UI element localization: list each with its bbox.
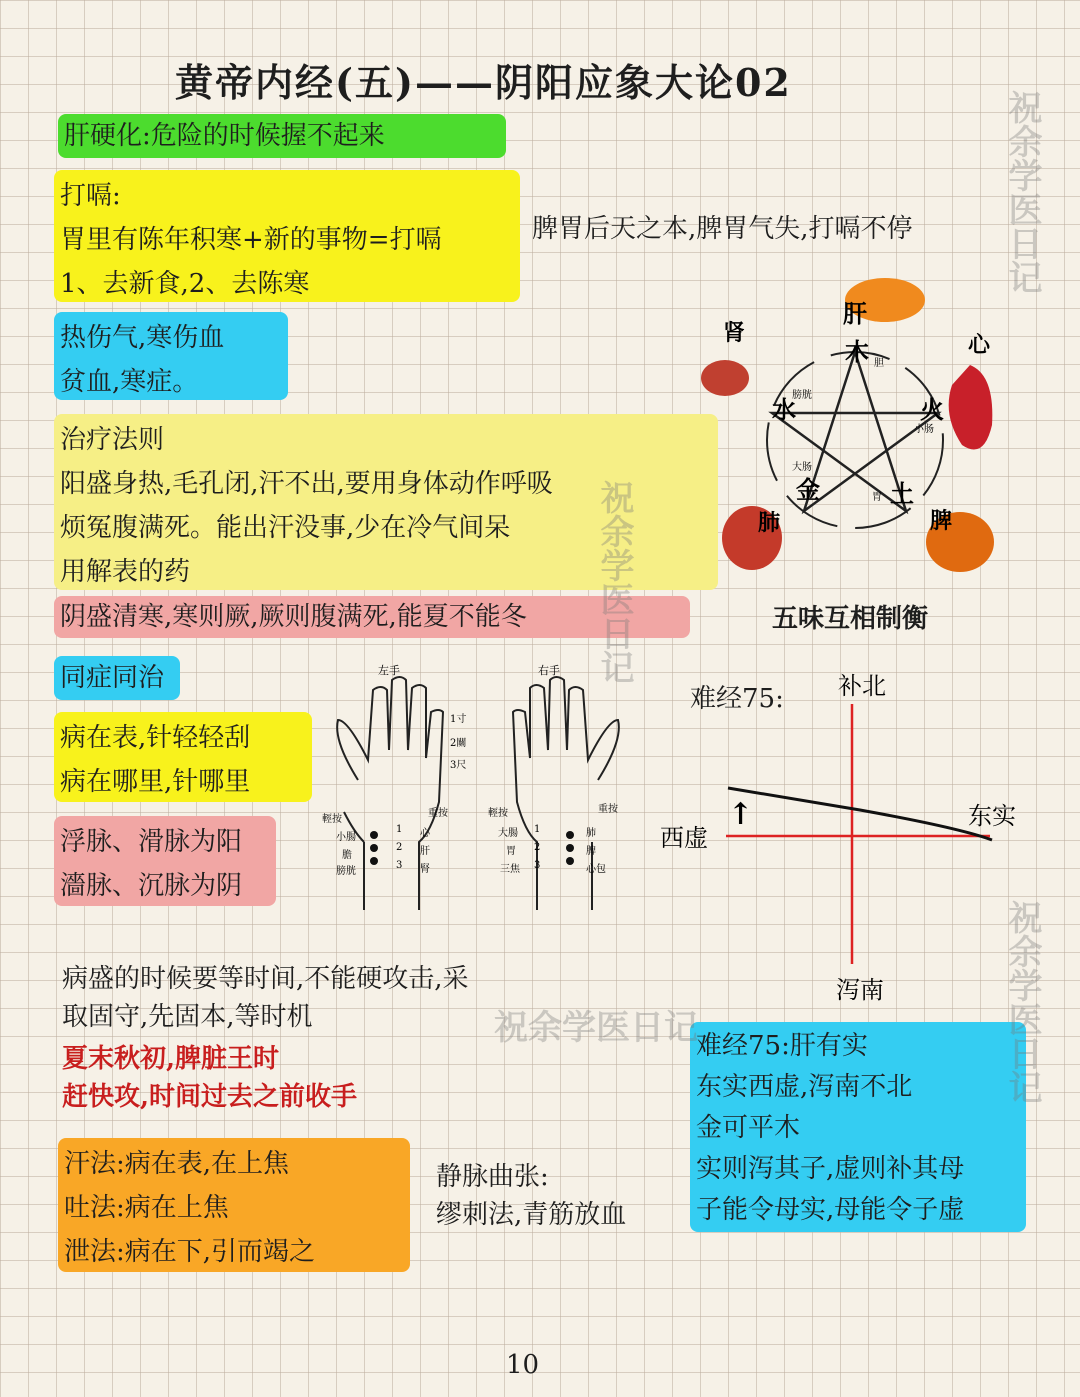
timing-line1: 夏末秋初,脾脏王时 bbox=[62, 1044, 280, 1074]
same-symptom-text: 同症同治 bbox=[60, 663, 165, 693]
label-south: 泻南 bbox=[836, 976, 884, 1004]
small-bladder: 膀胱 bbox=[792, 390, 812, 401]
small-small-intestine: 小肠 bbox=[914, 424, 934, 435]
left-light-press: 輕按 bbox=[322, 814, 342, 825]
page-title: 黄帝内经(五)——阴阳应象大论02 bbox=[175, 60, 792, 105]
small-large-intestine: 大肠 bbox=[792, 462, 812, 473]
watermark: 祝余学医日记 bbox=[494, 1008, 698, 1048]
wait-line1: 病盛的时候要等时间,不能硬攻击,采 bbox=[62, 964, 469, 994]
left-gallbladder: 膽 bbox=[342, 850, 352, 861]
hiccup-cause: 胃里有陈年积寒+新的事物=打嗝 bbox=[60, 225, 442, 255]
timing-line2: 赶快攻,时间过去之前收手 bbox=[62, 1082, 358, 1112]
treatment-box bbox=[54, 414, 718, 590]
heat-cold-box bbox=[54, 312, 288, 400]
label-west: 西虚 bbox=[660, 824, 708, 852]
liver-cirrhosis-text: 肝硬化:危险的时候握不起来 bbox=[64, 121, 385, 151]
right-spleen: 脾 bbox=[586, 846, 596, 857]
right-pericardium: 心包 bbox=[586, 864, 606, 875]
pulse-yang: 浮脉、滑脉为阳 bbox=[60, 827, 243, 857]
left-heart: 心 bbox=[420, 828, 430, 839]
element-water: 水 bbox=[772, 395, 796, 424]
right-triple-burner: 三焦 bbox=[500, 864, 520, 875]
up-arrow-icon: ↑ bbox=[728, 797, 754, 832]
yin-cold-box bbox=[54, 596, 690, 638]
element-wood: 木 bbox=[845, 337, 869, 366]
pulse-box bbox=[54, 816, 276, 906]
label-north: 补北 bbox=[838, 672, 886, 700]
treatment-heading: 治疗法则 bbox=[60, 425, 165, 455]
right-hand-icon bbox=[513, 677, 619, 910]
nanjing-line4: 实则泻其子,虚则补其母 bbox=[696, 1154, 965, 1184]
wait-note bbox=[62, 960, 469, 1036]
timing-note bbox=[62, 1040, 357, 1116]
spleen-note: 脾胃后天之本,脾胃气失,打嗝不停 bbox=[532, 214, 913, 244]
right-num-1: 1 bbox=[534, 824, 541, 835]
same-symptom-box bbox=[54, 656, 180, 700]
pos-cun: 1寸 bbox=[450, 714, 467, 725]
heat-cold-line2: 贫血,寒症。 bbox=[60, 367, 199, 397]
left-num-3: 3 bbox=[396, 860, 403, 871]
watermark-vertical-bottom: 祝余学医日记 bbox=[1002, 900, 1042, 1104]
nanjing-line1: 难经75:肝有实 bbox=[696, 1031, 868, 1061]
needle-line2: 病在哪里,针哪里 bbox=[60, 767, 251, 797]
nanjing-diagram-label: 难经75: bbox=[690, 684, 784, 714]
left-hand-title: 左手 bbox=[378, 664, 400, 677]
methods-box bbox=[58, 1138, 410, 1272]
label-east: 东实 bbox=[968, 802, 1016, 830]
element-earth: 土 bbox=[890, 479, 914, 508]
wait-line2: 取固守,先固本,等时机 bbox=[62, 1002, 313, 1032]
kidney-icon bbox=[701, 360, 749, 396]
right-pulse-dot-1 bbox=[566, 831, 574, 839]
yin-cold-text: 阴盛清寒,寒则厥,厥则腹满死,能夏不能冬 bbox=[60, 602, 527, 632]
left-bladder: 膀胱 bbox=[336, 866, 356, 877]
left-pulse-dot-1 bbox=[370, 831, 378, 839]
liver-cirrhosis-box bbox=[58, 114, 506, 158]
small-stomach: 胃 bbox=[872, 492, 882, 503]
right-num-3: 3 bbox=[534, 860, 541, 871]
organ-spleen: 脾 bbox=[930, 508, 953, 534]
varicose-line2: 缪刺法,青筋放血 bbox=[436, 1200, 627, 1230]
nanjing-line2: 东实西虚,泻南不北 bbox=[696, 1072, 913, 1102]
right-lung: 肺 bbox=[586, 828, 596, 839]
right-heavy-press: 重按 bbox=[598, 804, 618, 815]
right-light-press: 輕按 bbox=[488, 808, 508, 819]
pos-guan: 2關 bbox=[450, 738, 467, 749]
watermark-vertical-middle: 祝余学医日记 bbox=[594, 480, 634, 684]
watermark-vertical-top: 祝余学医日记 bbox=[1002, 90, 1042, 294]
balance-line bbox=[728, 788, 992, 840]
right-pulse-dot-2 bbox=[566, 844, 574, 852]
small-gallbladder: 胆 bbox=[874, 358, 884, 369]
nanjing-box bbox=[690, 1022, 1026, 1232]
needle-box bbox=[54, 712, 312, 802]
varicose-note bbox=[436, 1158, 626, 1234]
nanjing-cross-diagram bbox=[640, 664, 1040, 1014]
nanjing-line3: 金可平木 bbox=[696, 1113, 801, 1143]
hiccup-heading: 打嗝: bbox=[60, 181, 121, 211]
organ-heart: 心 bbox=[968, 332, 991, 358]
element-metal: 金 bbox=[796, 475, 820, 504]
right-pulse-dot-3 bbox=[566, 857, 574, 865]
left-num-1: 1 bbox=[396, 824, 403, 835]
treatment-line1: 阳盛身热,毛孔闭,汗不出,要用身体动作呼吸 bbox=[60, 469, 553, 499]
needle-line1: 病在表,针轻轻刮 bbox=[60, 723, 251, 753]
right-num-2: 2 bbox=[534, 842, 541, 853]
left-pulse-dot-2 bbox=[370, 844, 378, 852]
generating-cycle bbox=[767, 352, 943, 528]
left-num-2: 2 bbox=[396, 842, 403, 853]
right-stomach: 胃 bbox=[506, 846, 516, 857]
left-heavy-press: 重按 bbox=[428, 808, 448, 819]
treatment-line2: 烦冤腹满死。能出汗没事,少在冷气间呆 bbox=[60, 513, 511, 543]
organ-lung: 肺 bbox=[758, 510, 781, 536]
left-pulse-dot-3 bbox=[370, 857, 378, 865]
five-elements-caption: 五味互相制衡 bbox=[772, 604, 929, 634]
left-liver: 肝 bbox=[420, 846, 430, 857]
varicose-line1: 静脉曲张: bbox=[436, 1162, 549, 1192]
five-elements-diagram bbox=[690, 270, 1020, 590]
organ-kidney: 肾 bbox=[723, 320, 746, 346]
element-fire: 火 bbox=[920, 395, 944, 424]
right-hand-title: 右手 bbox=[538, 664, 560, 677]
pos-chi: 3尺 bbox=[450, 760, 467, 771]
right-large-intestine: 大腸 bbox=[498, 828, 518, 839]
treatment-line3: 用解表的药 bbox=[60, 557, 191, 587]
method-purge: 泄法:病在下,引而竭之 bbox=[64, 1237, 316, 1267]
page-number: 10 bbox=[506, 1350, 540, 1380]
heat-cold-line1: 热伤气,寒伤血 bbox=[60, 323, 225, 353]
method-sweat: 汗法:病在表,在上焦 bbox=[64, 1149, 290, 1179]
hiccup-box bbox=[54, 170, 520, 302]
left-small-intestine: 小腸 bbox=[336, 832, 356, 843]
organ-liver: 肝 bbox=[843, 299, 867, 328]
nanjing-line5: 子能令母实,母能令子虚 bbox=[696, 1195, 965, 1225]
pulse-hands-diagram bbox=[318, 660, 638, 910]
hiccup-remedy: 1、去新食,2、去陈寒 bbox=[60, 269, 310, 299]
method-vomit: 吐法:病在上焦 bbox=[64, 1193, 229, 1223]
heart-icon bbox=[949, 365, 993, 450]
left-kidney: 腎 bbox=[420, 864, 430, 875]
pulse-yin: 濇脉、沉脉为阴 bbox=[60, 871, 243, 901]
